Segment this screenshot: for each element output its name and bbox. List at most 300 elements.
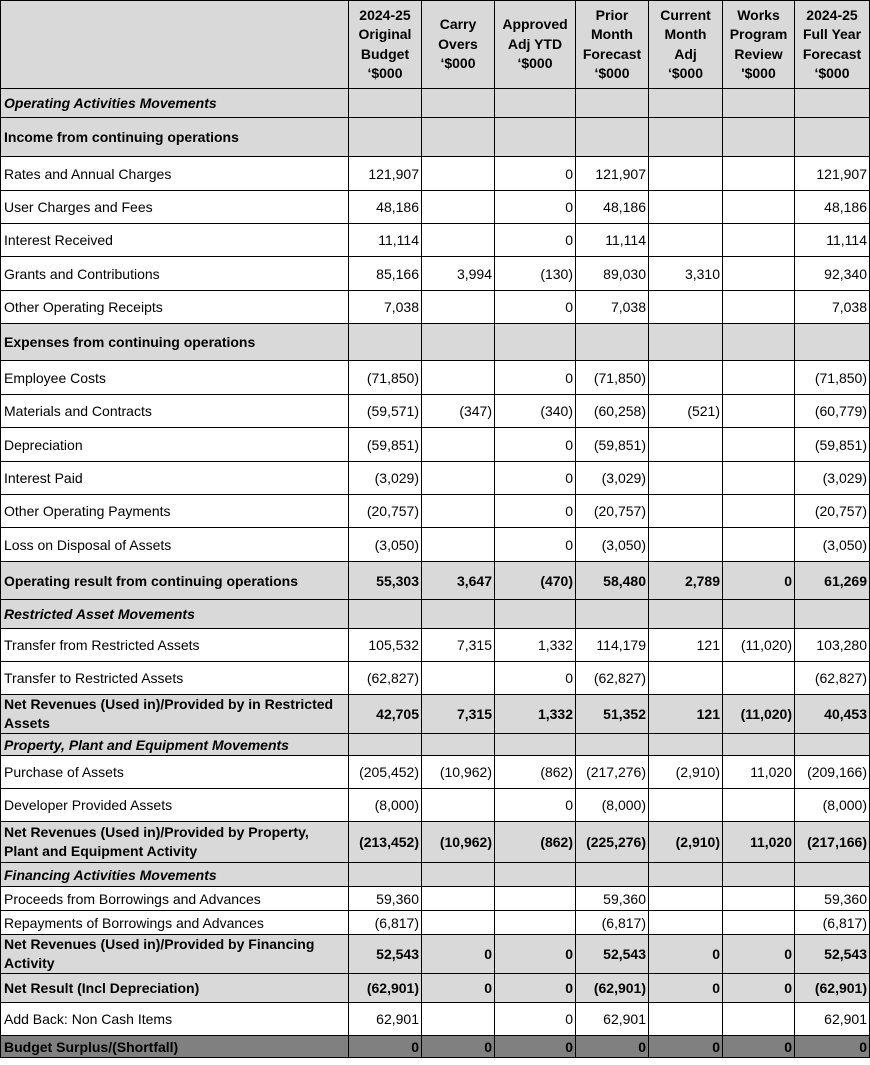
row-label: User Charges and Fees [1,191,349,224]
value-cell: (3,050) [795,528,870,562]
value-cell: (62,901) [349,974,422,1003]
value-cell [422,863,495,887]
value-cell [422,911,495,935]
value-cell: 52,543 [349,935,422,974]
header-line: ‘$000 [594,65,630,81]
value-cell [795,324,870,361]
value-cell: (2,910) [649,822,723,863]
value-cell [422,324,495,361]
table-row [1,887,870,911]
value-cell: 121,907 [576,157,649,191]
row-label: Net Revenues (Used in)/Provided by Financing Activity [1,935,349,974]
value-cell: 0 [723,562,795,600]
value-cell [349,324,422,361]
header-label-cell [1,1,349,89]
value-cell: 0 [495,1036,576,1058]
value-cell: (3,050) [576,528,649,562]
header-line: '$000 [741,65,776,81]
value-cell: (217,276) [576,756,649,789]
value-cell: 62,901 [576,1003,649,1036]
value-cell: 0 [422,1036,495,1058]
value-cell [723,528,795,562]
value-cell: 0 [723,1036,795,1058]
value-cell [422,361,495,395]
value-cell: 0 [649,935,723,974]
value-cell [349,89,422,118]
row-label: Grants and Contributions [1,257,349,291]
value-cell [422,662,495,695]
value-cell [723,462,795,495]
value-cell [576,89,649,118]
table-row [1,257,870,291]
value-cell [723,395,795,428]
value-cell: 0 [495,1003,576,1036]
value-cell: (10,962) [422,822,495,863]
value-cell [576,324,649,361]
value-cell: (59,851) [795,428,870,462]
value-cell: 103,280 [795,629,870,662]
row-label: Proceeds from Borrowings and Advances [1,887,349,911]
table-row [1,662,870,695]
value-cell [422,224,495,257]
row-label: Interest Received [1,224,349,257]
header-line: Forecast [582,45,642,62]
header-line: ‘$000 [440,55,476,72]
value-cell [723,89,795,118]
column-header [795,1,870,89]
header-line: 2024-25 [359,6,411,23]
value-cell [349,600,422,629]
value-cell [723,789,795,822]
total-row [1,562,870,600]
section-row [1,863,870,887]
row-label: Interest Paid [1,462,349,495]
value-cell: 48,186 [576,191,649,224]
value-cell: 7,315 [422,629,495,662]
value-cell: (3,050) [349,528,422,562]
section-row [1,734,870,756]
value-cell: (62,827) [349,662,422,695]
value-cell [495,734,576,756]
column-header [576,1,649,89]
value-cell [723,224,795,257]
row-label: Add Back: Non Cash Items [1,1003,349,1036]
value-cell: 59,360 [349,887,422,911]
value-cell: 1,332 [495,695,576,734]
value-cell [422,1003,495,1036]
row-label: Other Operating Receipts [1,291,349,324]
value-cell [795,734,870,756]
value-cell: 92,340 [795,257,870,291]
header-line: 2024-25 [806,6,858,23]
value-cell: 3,647 [422,562,495,600]
value-cell: (10,962) [422,756,495,789]
section-row [1,89,870,118]
header-line: Review [734,45,783,62]
value-cell: 0 [495,495,576,528]
value-cell [723,734,795,756]
value-cell [422,89,495,118]
value-cell [422,291,495,324]
value-cell: 0 [495,428,576,462]
value-cell [422,428,495,462]
value-cell [349,118,422,157]
table-body [1,89,870,1058]
final-row [1,1036,870,1058]
value-cell: (3,029) [576,462,649,495]
value-cell [649,495,723,528]
header-row [1,1,870,89]
value-cell [349,863,422,887]
value-cell [495,600,576,629]
value-cell [649,789,723,822]
value-cell [723,662,795,695]
value-cell: (862) [495,822,576,863]
value-cell [795,863,870,887]
value-cell: 0 [495,662,576,695]
value-cell [422,462,495,495]
value-cell [495,887,576,911]
value-cell: (62,827) [576,662,649,695]
row-label: Property, Plant and Equipment Movements [1,734,349,756]
row-label: Developer Provided Assets [1,789,349,822]
value-cell [723,361,795,395]
header-line: Adj [674,45,697,62]
header-line: Adj YTD [507,35,563,52]
value-cell [422,495,495,528]
total-row [1,935,870,974]
value-cell: (6,817) [349,911,422,935]
value-cell: (2,910) [649,756,723,789]
value-cell: 0 [795,1036,870,1058]
value-cell: 0 [422,935,495,974]
value-cell [649,600,723,629]
value-cell: 62,901 [795,1003,870,1036]
value-cell: 85,166 [349,257,422,291]
value-cell [723,118,795,157]
value-cell: 0 [495,291,576,324]
value-cell: 0 [495,361,576,395]
value-cell: 52,543 [576,935,649,974]
value-cell [649,734,723,756]
value-cell: (3,029) [349,462,422,495]
value-cell: 52,543 [795,935,870,974]
table-row [1,911,870,935]
value-cell: 40,453 [795,695,870,734]
row-label: Employee Costs [1,361,349,395]
value-cell [649,361,723,395]
value-cell: 0 [649,1036,723,1058]
row-label: Loss on Disposal of Assets [1,528,349,562]
header-line: Original [358,26,412,42]
value-cell [649,157,723,191]
value-cell: (8,000) [795,789,870,822]
value-cell [723,1003,795,1036]
value-cell [495,89,576,118]
value-cell [795,89,870,118]
value-cell [649,191,723,224]
value-cell [795,600,870,629]
header-line: Carry [439,16,477,33]
value-cell [495,863,576,887]
value-cell: 3,310 [649,257,723,291]
value-cell: 121,907 [349,157,422,191]
value-cell: 59,360 [795,887,870,911]
value-cell: 121,907 [795,157,870,191]
value-cell [723,157,795,191]
value-cell: 48,186 [795,191,870,224]
value-cell: (59,571) [349,395,422,428]
value-cell [422,118,495,157]
value-cell: (11,020) [723,695,795,734]
value-cell [723,428,795,462]
value-cell: 11,114 [576,224,649,257]
value-cell: 0 [495,528,576,562]
value-cell: (59,851) [576,428,649,462]
row-label: Repayments of Borrowings and Advances [1,911,349,935]
value-cell: (71,850) [795,361,870,395]
value-cell: 105,532 [349,629,422,662]
row-label: Purchase of Assets [1,756,349,789]
header-line: Program [729,26,788,42]
table-row [1,428,870,462]
value-cell: (59,851) [349,428,422,462]
header-line: Full Year [802,26,862,42]
value-cell: 0 [723,974,795,1003]
value-cell: 11,020 [723,756,795,789]
value-cell: (130) [495,257,576,291]
value-cell: (521) [649,395,723,428]
header-line: Current [660,6,711,23]
value-cell: (60,779) [795,395,870,428]
value-cell: 0 [349,1036,422,1058]
value-cell [495,324,576,361]
value-cell: 121 [649,629,723,662]
value-cell: 58,480 [576,562,649,600]
value-cell: 7,038 [795,291,870,324]
value-cell: (340) [495,395,576,428]
value-cell: (62,901) [795,974,870,1003]
value-cell: (71,850) [576,361,649,395]
value-cell: (20,757) [349,495,422,528]
table-row [1,528,870,562]
value-cell: 0 [649,974,723,1003]
header-line: Prior [595,6,629,23]
header-line: Month [591,26,633,42]
value-cell [723,887,795,911]
value-cell: (6,817) [576,911,649,935]
table-row [1,789,870,822]
value-cell: (205,452) [349,756,422,789]
value-cell [422,157,495,191]
table-row [1,191,870,224]
value-cell [723,911,795,935]
value-cell [495,911,576,935]
row-label: Restricted Asset Movements [1,600,349,629]
column-header [349,1,422,89]
value-cell: (8,000) [349,789,422,822]
value-cell [422,734,495,756]
value-cell: 7,038 [576,291,649,324]
value-cell: (470) [495,562,576,600]
value-cell: (213,452) [349,822,422,863]
total-row [1,695,870,734]
value-cell [422,191,495,224]
value-cell: (60,258) [576,395,649,428]
table-row [1,291,870,324]
value-cell: (347) [422,395,495,428]
value-cell [649,863,723,887]
row-label: Other Operating Payments [1,495,349,528]
value-cell: 0 [495,462,576,495]
value-cell: (62,827) [795,662,870,695]
value-cell: 114,179 [576,629,649,662]
row-label: Expenses from continuing operations [1,324,349,361]
value-cell [723,495,795,528]
value-cell: 0 [495,157,576,191]
value-cell: 2,789 [649,562,723,600]
row-label: Financing Activities Movements [1,863,349,887]
header-line: ‘$000 [814,65,850,81]
value-cell [422,887,495,911]
value-cell: (20,757) [576,495,649,528]
value-cell: 59,360 [576,887,649,911]
value-cell [649,224,723,257]
subhead-row [1,324,870,361]
value-cell [576,863,649,887]
header-line: Forecast [802,45,862,62]
value-cell: (8,000) [576,789,649,822]
value-cell [649,887,723,911]
value-cell: (862) [495,756,576,789]
value-cell [495,118,576,157]
value-cell [723,600,795,629]
value-cell [349,734,422,756]
section-row [1,600,870,629]
row-label: Budget Surplus/(Shortfall) [1,1036,349,1058]
value-cell [723,191,795,224]
value-cell [723,863,795,887]
row-label: Net Revenues (Used in)/Provided by Property, Plant and Equipment Activity [1,822,349,863]
value-cell: (225,276) [576,822,649,863]
value-cell [649,324,723,361]
table-row [1,157,870,191]
value-cell: (217,166) [795,822,870,863]
header-line: Budget [360,45,410,62]
value-cell [649,291,723,324]
value-cell [649,428,723,462]
value-cell [576,600,649,629]
value-cell [422,600,495,629]
table-row [1,361,870,395]
value-cell [723,324,795,361]
value-cell: (62,901) [576,974,649,1003]
value-cell: (6,817) [795,911,870,935]
value-cell [723,291,795,324]
table-row [1,224,870,257]
value-cell: (71,850) [349,361,422,395]
value-cell [422,528,495,562]
header-line: Approved [502,16,568,33]
value-cell: 11,020 [723,822,795,863]
table-row [1,1003,870,1036]
value-cell: 51,352 [576,695,649,734]
value-cell: 121 [649,695,723,734]
value-cell [576,734,649,756]
value-cell [649,662,723,695]
header-line: Month [664,26,707,42]
table-row [1,495,870,528]
column-header [495,1,576,89]
table-row [1,756,870,789]
column-header [649,1,723,89]
value-cell: 0 [495,789,576,822]
value-cell: 61,269 [795,562,870,600]
row-label: Net Result (Incl Depreciation) [1,974,349,1003]
table-row [1,629,870,662]
table-row [1,395,870,428]
value-cell [576,118,649,157]
value-cell: 7,038 [349,291,422,324]
row-label: Rates and Annual Charges [1,157,349,191]
header-line: ‘$000 [367,65,403,81]
value-cell: (3,029) [795,462,870,495]
value-cell [723,257,795,291]
value-cell: 7,315 [422,695,495,734]
value-cell: 3,994 [422,257,495,291]
header-line: ‘$000 [667,65,704,81]
value-cell: 11,114 [795,224,870,257]
value-cell [795,118,870,157]
row-label: Transfer from Restricted Assets [1,629,349,662]
subhead-row [1,118,870,157]
value-cell: 0 [495,935,576,974]
value-cell: 11,114 [349,224,422,257]
header-line: Works [737,6,780,23]
value-cell [649,1003,723,1036]
value-cell [649,462,723,495]
value-cell: 48,186 [349,191,422,224]
value-cell: (11,020) [723,629,795,662]
row-label: Materials and Contracts [1,395,349,428]
value-cell [649,911,723,935]
total-row [1,822,870,863]
row-label: Depreciation [1,428,349,462]
total-row [1,974,870,1003]
value-cell: 1,332 [495,629,576,662]
row-label: Transfer to Restricted Assets [1,662,349,695]
column-header [723,1,795,89]
value-cell: 55,303 [349,562,422,600]
value-cell: 62,901 [349,1003,422,1036]
header-line: Overs [438,35,478,52]
value-cell [422,789,495,822]
value-cell: (209,166) [795,756,870,789]
table-row [1,462,870,495]
value-cell: 0 [723,935,795,974]
value-cell: 0 [495,224,576,257]
row-label: Net Revenues (Used in)/Provided by in Restricted Assets [1,695,349,734]
value-cell: (20,757) [795,495,870,528]
value-cell: 0 [495,191,576,224]
value-cell: 89,030 [576,257,649,291]
header-line: ‘$000 [517,55,553,72]
row-label: Operating result from continuing operations [1,562,349,600]
value-cell: 0 [495,974,576,1003]
value-cell: 42,705 [349,695,422,734]
value-cell [649,528,723,562]
value-cell [649,118,723,157]
